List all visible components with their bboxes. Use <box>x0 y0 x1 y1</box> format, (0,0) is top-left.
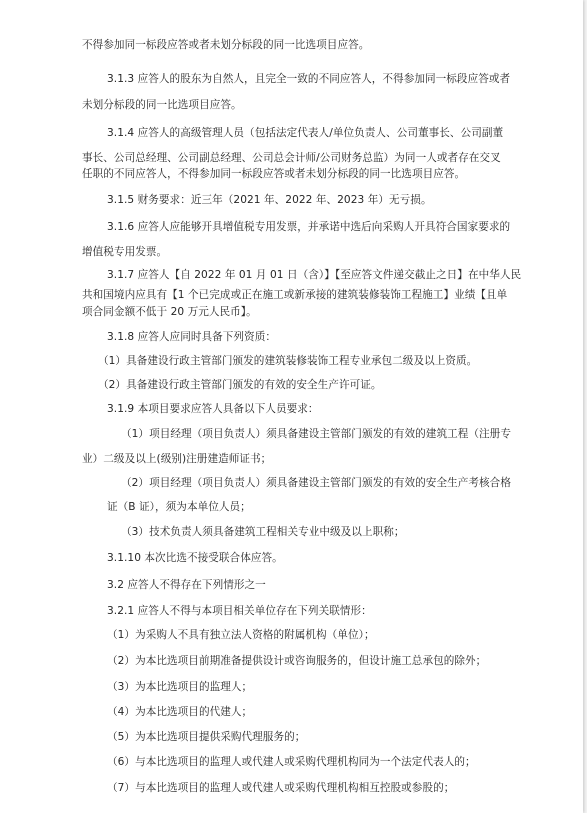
text-line: （1）项目经理（项目负责人）须具备建设主管部门颁发的有效的建筑工程（注册专 <box>121 428 511 440</box>
text-line: （2）具备建设行政主管部门颁发的有效的安全生产许可证。 <box>98 379 382 391</box>
text-line: 3.1.9 本项目要求应答人具备以下人员要求： <box>107 403 319 415</box>
text-line: 3.2.1 应答人不得与本项目相关单位存在下列关联情形： <box>107 605 372 617</box>
text-line: 3.1.3 应答人的股东为自然人，且完全一致的不同应答人，不得参加同一标段应答或者 <box>107 73 511 85</box>
text-line: 3.1.6 应答人应能够开具增值税专用发票，并承诺中选后向采购人开具符合国家要求的 <box>107 221 511 233</box>
text-line: （3）为本比选项目的监理人； <box>107 681 253 693</box>
text-line: 业）二级及以上(级别)注册建造师证书； <box>82 453 272 465</box>
text-line: 3.1.7 应答人【自 2022 年 01 月 01 日（含）】【至应答文件递交截止之日】在中华人民 <box>107 269 522 281</box>
text-line: （2）为本比选项目前期准备提供设计或咨询服务的，但设计施工总承包的除外； <box>107 655 487 667</box>
text-line: （3）技术负责人须具备建筑工程相关专业中级及以上职称； <box>121 526 405 538</box>
text-line: （1）具备建设行政主管部门颁发的建筑装修装饰工程专业承包二级及以上资质。 <box>98 355 478 367</box>
text-line: 证（B 证），须为本单位人员； <box>107 501 251 513</box>
text-line: （1）为采购人不具有独立法人资格的附属机构（单位）； <box>107 629 375 641</box>
text-line: （6）与本比选项目的监理人或代建人或采购代理机构同为一个法定代表人的； <box>107 756 476 768</box>
text-line: 3.2 应答人不得存在下列情形之一 <box>107 579 266 591</box>
text-line: （4）为本比选项目的代建人； <box>107 706 253 718</box>
text-line: 未划分标段的同一比选项目应答。 <box>82 99 242 111</box>
text-line: 3.1.8 应答人应同时具备下列资质： <box>107 331 276 343</box>
text-line: 3.1.10 本次比选不接受联合体应答。 <box>107 552 283 564</box>
text-line: 增值税专用发票。 <box>82 246 168 258</box>
text-line: （2）项目经理（项目负责人）须具备建设主管部门颁发的有效的安全生产考核合格 <box>121 477 511 489</box>
text-line: 任职的不同应答人，不得参加同一标段应答或者未划分标段的同一比选项目应答。 <box>82 168 466 180</box>
text-line: 3.1.5 财务要求：近三年（2021 年、2022 年、2023 年）无亏损。 <box>107 194 432 206</box>
text-line: 项合同金额不低于 20 万元人民币】。 <box>82 306 257 318</box>
text-line: （5）为本比选项目提供采购代理服务的； <box>107 731 306 743</box>
text-line: 3.1.4 应答人的高级管理人员（包括法定代表人/单位负责人、公司董事长、公司副董 <box>107 127 504 139</box>
text-line: （7）与本比选项目的监理人或代建人或采购代理机构相互控股或参股的； <box>107 782 455 794</box>
text-line: 事长、公司总经理、公司副总经理、公司总会计师/公司财务总监）为同一人或者存在交叉 <box>82 152 501 164</box>
text-line: 不得参加同一标段应答或者未划分标段的同一比选项目应答。 <box>82 39 370 51</box>
text-line: 共和国境内应具有【1 个已完成或正在施工或新承接的建筑装修装饰工程施工】业绩【且单 <box>82 289 508 301</box>
